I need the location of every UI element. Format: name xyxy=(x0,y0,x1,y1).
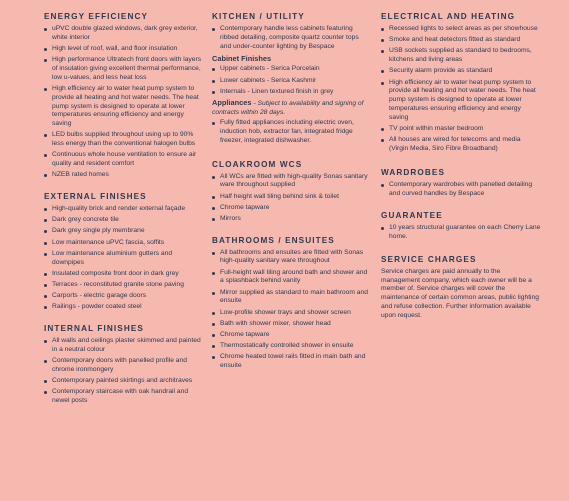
section-title-external-finishes: EXTERNAL FINISHES xyxy=(44,192,147,202)
list-item: Upper cabinets - Serica Porcelain xyxy=(212,65,370,74)
bathrooms-ensuites-list xyxy=(212,249,370,371)
list-item: Contemporary doors with panelled profile and chrome ironmongery xyxy=(44,357,204,375)
list-item: Chrome heated towel rails fitted in main bath and ensuite xyxy=(212,353,370,371)
section-title-energy-efficiency: ENERGY EFFICIENCY xyxy=(44,12,149,21)
list-item: Railings - powder coated steel xyxy=(44,303,204,312)
section-service-charges xyxy=(381,255,541,321)
list-item: Contemporary staircase with oak handrail and newel posts xyxy=(44,388,204,406)
list-item: All walls and ceilings plaster skimmed and painted in a neutral colour xyxy=(44,337,204,355)
section-title-cloakroom-wcs: CLOAKROOM WCS xyxy=(212,159,303,169)
list-item: USB sockets supplied as standard to bedrooms, kitchens and living areas xyxy=(381,47,541,65)
list-item: Low-profile shower trays and shower screen xyxy=(212,309,370,318)
kitchen-utility-list xyxy=(212,25,370,51)
list-item: Fully fitted appliances including electric oven, induction hob, extractor fan, integrated fridge freezer, integrated dishwasher. xyxy=(212,119,370,145)
list-item: Insulated composite front door in dark grey xyxy=(44,270,204,279)
section-cloakroom-wcs xyxy=(212,160,370,224)
wardrobes-list xyxy=(381,181,541,199)
guarantee-list xyxy=(381,224,541,242)
list-item: Terraces - reconstituted granite stone paving xyxy=(44,281,204,290)
list-item: uPVC double glazed windows, dark grey exterior, white interior xyxy=(44,25,204,43)
appliances-list xyxy=(212,119,370,145)
list-item: LED bulbs supplied throughout using up to 90% less energy than the conventional halogen bulbs xyxy=(44,131,204,149)
list-item: Security alarm provide as standard xyxy=(381,67,541,76)
column-left xyxy=(44,12,204,414)
list-item: TV point within master bedroom xyxy=(381,125,541,134)
list-item: Half height wall tiling behind sink & toilet xyxy=(212,193,370,202)
list-item: Chrome tapware xyxy=(212,204,370,213)
section-title-kitchen-utility: KITCHEN / UTILITY xyxy=(212,12,305,21)
appliances-heading-line xyxy=(212,99,370,117)
list-item: Mirrors xyxy=(212,215,370,224)
list-item: All WCs are fitted with high-quality Sonas sanitary ware throughout supplied xyxy=(212,173,370,191)
list-item: 10 years structural guarantee on each Cherry Lane home. xyxy=(381,224,541,242)
list-item: Internals - Linen textured finish in grey xyxy=(212,88,370,97)
list-item: Dark grey concrete tile xyxy=(44,216,204,225)
section-title-service-charges: SERVICE CHARGES xyxy=(381,254,477,264)
list-item: Lower cabinets - Serica Kashmir xyxy=(212,77,370,86)
list-item: NZEB rated homes xyxy=(44,171,204,180)
list-item: Full-height wall tiling around bath and shower and a splashback behind vanity xyxy=(212,269,370,287)
section-energy-efficiency xyxy=(44,12,204,180)
service-charges-text: Service charges are paid annually to the management company, which each owner will be a member of. Service charges will cover the maintenance of certain common areas, public lighting and refuse collection. Further information available upon request. xyxy=(381,267,539,319)
list-item: Carports - electric garage doors xyxy=(44,292,204,301)
section-title-electrical-heating: ELECTRICAL AND HEATING xyxy=(381,12,516,21)
list-item: Thermostatically controlled shower in ensuite xyxy=(212,342,370,351)
list-item: Mirror supplied as standard to main bathroom and ensuite xyxy=(212,289,370,307)
list-item: Bath with shower mixer, shower head xyxy=(212,320,370,329)
electrical-heating-list xyxy=(381,25,541,154)
list-item: Contemporary painted skirtings and architraves xyxy=(44,377,204,386)
list-item: All bathrooms and ensuites are fitted with Sonas high-quality sanitary ware throughout xyxy=(212,249,370,267)
list-item: Recessed lights to select areas as per showhouse xyxy=(381,25,541,34)
section-title-guarantee: GUARANTEE xyxy=(381,211,443,221)
section-electrical-heating xyxy=(381,12,541,154)
section-title-bathrooms-ensuites: BATHROOMS / ENSUITES xyxy=(212,235,335,245)
list-item: Chrome tapware xyxy=(212,331,370,340)
cloakroom-wcs-list xyxy=(212,173,370,224)
list-item: Continuous whole house ventilation to ensure air quality and resident comfort xyxy=(44,151,204,169)
appliances-heading: Appliances xyxy=(212,97,252,107)
list-item: Contemporary wardrobes with panelled detailing and curved handles by Bespace xyxy=(381,181,541,199)
appliances-note: - Subject to availability and signing of contracts within 28 days. xyxy=(212,99,364,116)
list-item: Dark grey single ply membrane xyxy=(44,227,204,236)
list-item: All houses are wired for telecoms and media (Virgin Media, Siro Fibre Broadband) xyxy=(381,136,541,154)
section-bathrooms-ensuites xyxy=(212,236,370,371)
list-item: High efficiency air to water heat pump system to provide all heating and hot water needs. The heat pump system is designed to operate at lower temperatures ensuring efficiency and energy saving xyxy=(44,85,204,129)
list-item: High efficiency air to water heat pump system to provide all heating and hot water needs. The heat pump system is designed to operate at lower temperatures ensuring efficiency and energy saving xyxy=(381,79,541,123)
cabinet-finishes-list xyxy=(212,65,370,96)
section-internal-finishes xyxy=(44,324,204,406)
energy-efficiency-list xyxy=(44,25,204,180)
section-guarantee xyxy=(381,211,541,242)
list-item: High performance Ultratech front doors with layers of insulation giving excellent thermal performance, low u-values, and less heat loss xyxy=(44,56,204,82)
list-item: High level of roof, wall, and floor insulation xyxy=(44,45,204,54)
section-kitchen-utility xyxy=(212,12,370,146)
column-right xyxy=(381,12,541,329)
section-title-wardrobes: WARDROBES xyxy=(381,167,446,177)
list-item: Low maintenance uPVC fascia, soffits xyxy=(44,239,204,248)
list-item: Contemporary handle less cabinets featuring ribbed detailing, composite quartz counter tops and under-counter lighting by Bespace xyxy=(212,25,370,51)
list-item: High-quality brick and render external façade xyxy=(44,205,204,214)
internal-finishes-list xyxy=(44,337,204,406)
cabinet-finishes-heading: Cabinet Finishes xyxy=(212,54,272,64)
list-item: Smoke and heat detectors fitted as standard xyxy=(381,36,541,45)
external-finishes-list xyxy=(44,205,204,312)
column-middle xyxy=(212,12,370,379)
section-wardrobes xyxy=(381,168,541,199)
section-external-finishes xyxy=(44,192,204,312)
list-item: Low maintenance aluminium gutters and downpipes xyxy=(44,250,204,268)
section-title-internal-finishes: INTERNAL FINISHES xyxy=(44,324,144,334)
